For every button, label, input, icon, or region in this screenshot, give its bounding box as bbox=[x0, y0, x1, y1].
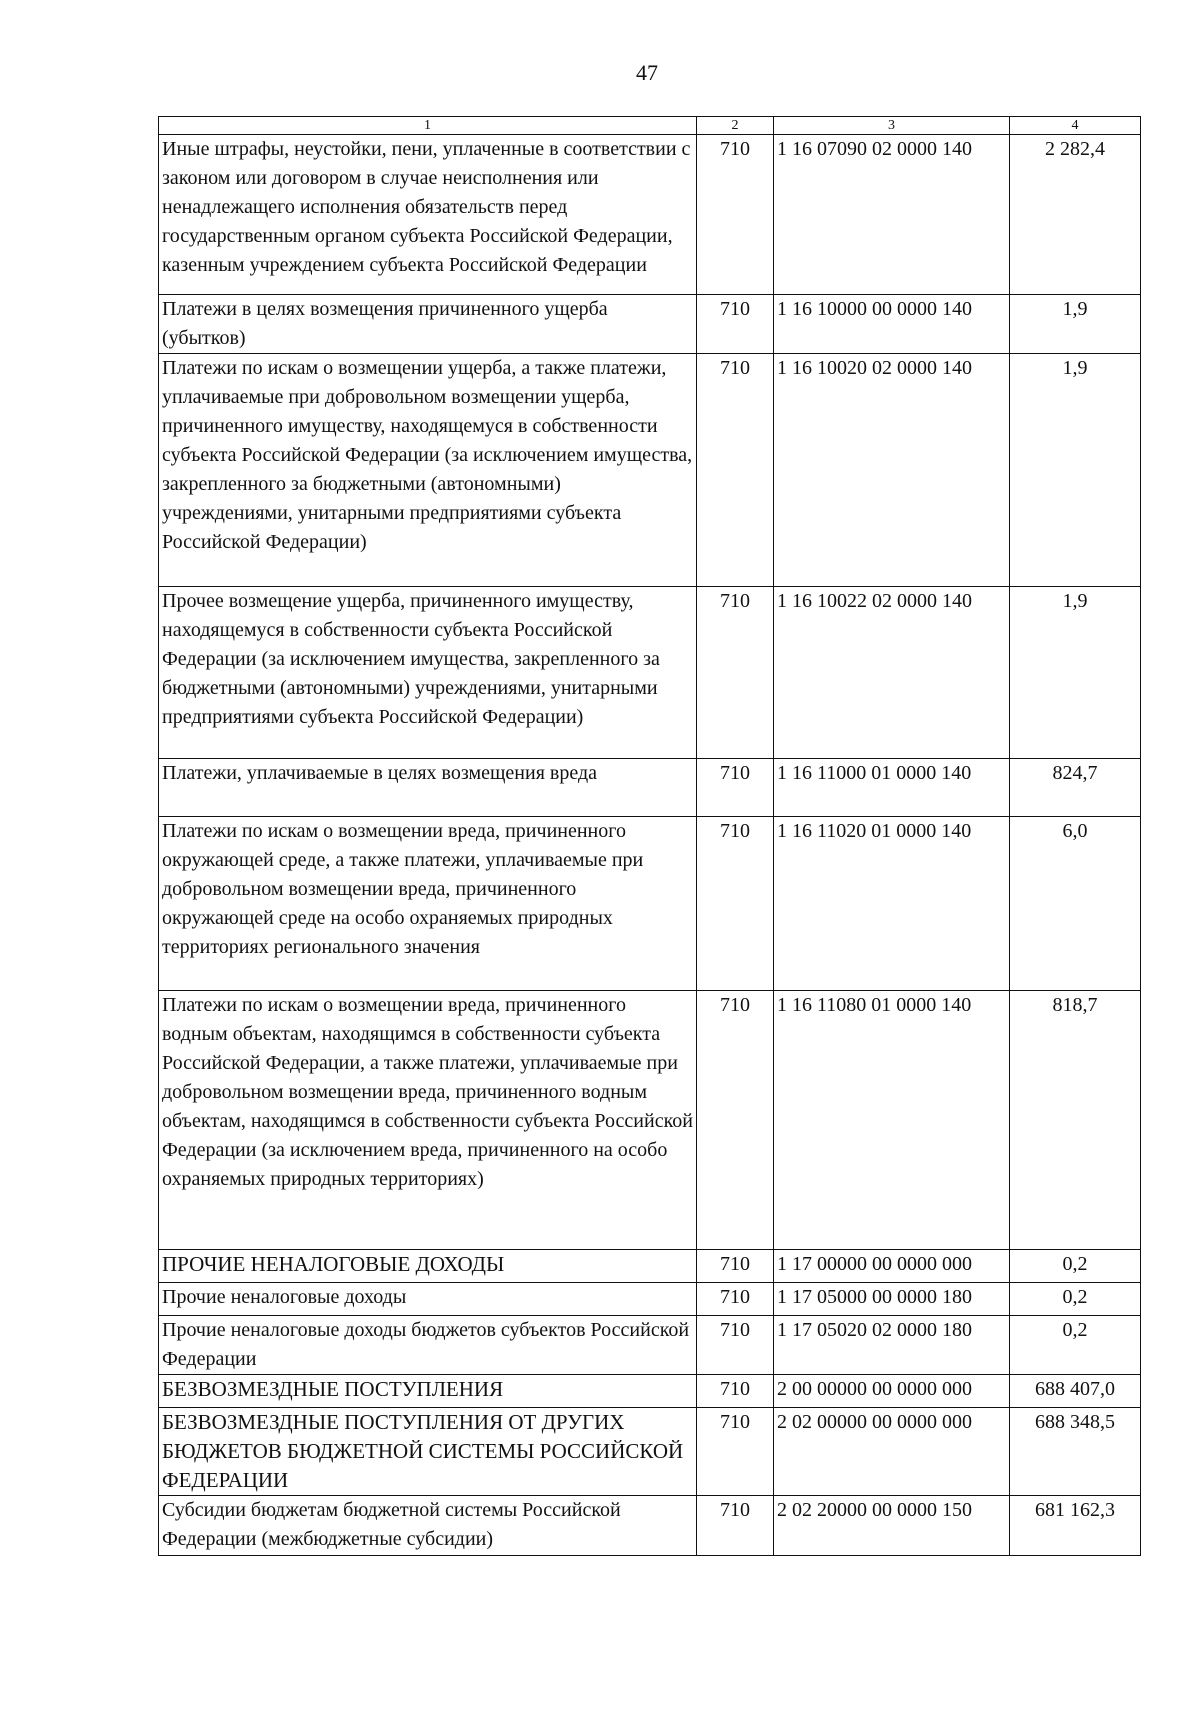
table-row bbox=[159, 1250, 1141, 1283]
table-row bbox=[159, 587, 1141, 759]
table-row bbox=[159, 295, 1141, 354]
row-admin-code: 710 bbox=[697, 817, 774, 991]
table-row bbox=[159, 135, 1141, 295]
row-admin-code: 710 bbox=[697, 354, 774, 587]
row-description: ПРОЧИЕ НЕНАЛОГОВЫЕ ДОХОДЫ bbox=[159, 1250, 697, 1283]
table-row bbox=[159, 1496, 1141, 1556]
table-row bbox=[159, 991, 1141, 1250]
row-description: Прочие неналоговые доходы бюджетов субъектов Российской Федерации bbox=[159, 1316, 697, 1375]
row-amount: 1,9 bbox=[1010, 295, 1141, 354]
row-amount: 824,7 bbox=[1010, 759, 1141, 817]
table-row bbox=[159, 759, 1141, 817]
row-description: БЕЗВОЗМЕЗДНЫЕ ПОСТУПЛЕНИЯ ОТ ДРУГИХ БЮДЖЕТОВ БЮДЖЕТНОЙ СИСТЕМЫ РОССИЙСКОЙ ФЕДЕРАЦИИ bbox=[159, 1408, 697, 1496]
row-description: Иные штрафы, неустойки, пени, уплаченные в соответствии с законом или договором в случае неисполнения или ненадлежащего исполнения обязательств перед государственным органом субъекта Российской Федерации, казенным учреждением субъекта Российской Федерации bbox=[159, 135, 697, 295]
row-description: Платежи по искам о возмещении ущерба, а также платежи, уплачиваемые при добровольном возмещении ущерба, причиненного имуществу, находящемуся в собственности субъекта Российской Федерации (за исключением имущества, закрепленного за бюджетными (автономными) учреждениями, унитарными предприятиями субъекта Российской Федерации) bbox=[159, 354, 697, 587]
row-description: Платежи по искам о возмещении вреда, причиненного окружающей среде, а также платежи, уплачиваемые при добровольном возмещении вреда, причиненного окружающей среде на особо охраняемых природных территориях регионального значения bbox=[159, 817, 697, 991]
row-description: Платежи, уплачиваемые в целях возмещения вреда bbox=[159, 759, 697, 817]
row-amount: 1,9 bbox=[1010, 587, 1141, 759]
row-amount: 688 407,0 bbox=[1010, 1375, 1141, 1408]
row-admin-code: 710 bbox=[697, 587, 774, 759]
column-header-2: 2 bbox=[697, 117, 774, 135]
row-amount: 0,2 bbox=[1010, 1250, 1141, 1283]
row-admin-code: 710 bbox=[697, 1316, 774, 1375]
row-budget-code: 2 00 00000 00 0000 000 bbox=[774, 1375, 1010, 1408]
table-row bbox=[159, 1283, 1141, 1316]
row-admin-code: 710 bbox=[697, 1250, 774, 1283]
row-budget-code: 1 16 07090 02 0000 140 bbox=[774, 135, 1010, 295]
row-description: Субсидии бюджетам бюджетной системы Российской Федерации (межбюджетные субсидии) bbox=[159, 1496, 697, 1556]
table-row bbox=[159, 354, 1141, 587]
row-description: Платежи в целях возмещения причиненного ущерба (убытков) bbox=[159, 295, 697, 354]
page-number: 47 bbox=[636, 60, 658, 85]
row-budget-code: 1 16 11000 01 0000 140 bbox=[774, 759, 1010, 817]
row-amount: 818,7 bbox=[1010, 991, 1141, 1250]
row-description: Прочее возмещение ущерба, причиненного имуществу, находящемуся в собственности субъекта Российской Федерации (за исключением имущества, закрепленного за бюджетными (автономными) учреждениями, унитарными предприятиями субъекта Российской Федерации) bbox=[159, 587, 697, 759]
row-admin-code: 710 bbox=[697, 1283, 774, 1316]
row-admin-code: 710 bbox=[697, 135, 774, 295]
row-budget-code: 2 02 00000 00 0000 000 bbox=[774, 1408, 1010, 1496]
row-budget-code: 1 17 05020 02 0000 180 bbox=[774, 1316, 1010, 1375]
row-budget-code: 1 16 11080 01 0000 140 bbox=[774, 991, 1010, 1250]
row-description: Платежи по искам о возмещении вреда, причиненного водным объектам, находящимся в собственности субъекта Российской Федерации, а также платежи, уплачиваемые при добровольном возмещении вреда, причиненного водным объектам, находящимся в собственности субъекта Российской Федерации (за исключением вреда, причиненного на особо охраняемых природных территориях) bbox=[159, 991, 697, 1250]
column-header-4: 4 bbox=[1010, 117, 1141, 135]
column-header-3: 3 bbox=[774, 117, 1010, 135]
table-row bbox=[159, 1316, 1141, 1375]
row-amount: 681 162,3 bbox=[1010, 1496, 1141, 1556]
table-row bbox=[159, 1375, 1141, 1408]
row-amount: 0,2 bbox=[1010, 1283, 1141, 1316]
row-admin-code: 710 bbox=[697, 759, 774, 817]
row-amount: 6,0 bbox=[1010, 817, 1141, 991]
row-admin-code: 710 bbox=[697, 1375, 774, 1408]
row-budget-code: 1 17 05000 00 0000 180 bbox=[774, 1283, 1010, 1316]
row-amount: 688 348,5 bbox=[1010, 1408, 1141, 1496]
row-amount: 1,9 bbox=[1010, 354, 1141, 587]
row-description: Прочие неналоговые доходы bbox=[159, 1283, 697, 1316]
row-budget-code: 1 16 10020 02 0000 140 bbox=[774, 354, 1010, 587]
row-budget-code: 2 02 20000 00 0000 150 bbox=[774, 1496, 1010, 1556]
table-row bbox=[159, 1408, 1141, 1496]
row-admin-code: 710 bbox=[697, 1496, 774, 1556]
table-header-row bbox=[159, 117, 1141, 135]
row-admin-code: 710 bbox=[697, 1408, 774, 1496]
row-description: БЕЗВОЗМЕЗДНЫЕ ПОСТУПЛЕНИЯ bbox=[159, 1375, 697, 1408]
row-budget-code: 1 16 10022 02 0000 140 bbox=[774, 587, 1010, 759]
row-amount: 0,2 bbox=[1010, 1316, 1141, 1375]
row-budget-code: 1 16 11020 01 0000 140 bbox=[774, 817, 1010, 991]
row-budget-code: 1 16 10000 00 0000 140 bbox=[774, 295, 1010, 354]
row-admin-code: 710 bbox=[697, 991, 774, 1250]
row-budget-code: 1 17 00000 00 0000 000 bbox=[774, 1250, 1010, 1283]
budget-table bbox=[158, 116, 1141, 1556]
row-admin-code: 710 bbox=[697, 295, 774, 354]
column-header-1: 1 bbox=[159, 117, 697, 135]
row-amount: 2 282,4 bbox=[1010, 135, 1141, 295]
table-row bbox=[159, 817, 1141, 991]
